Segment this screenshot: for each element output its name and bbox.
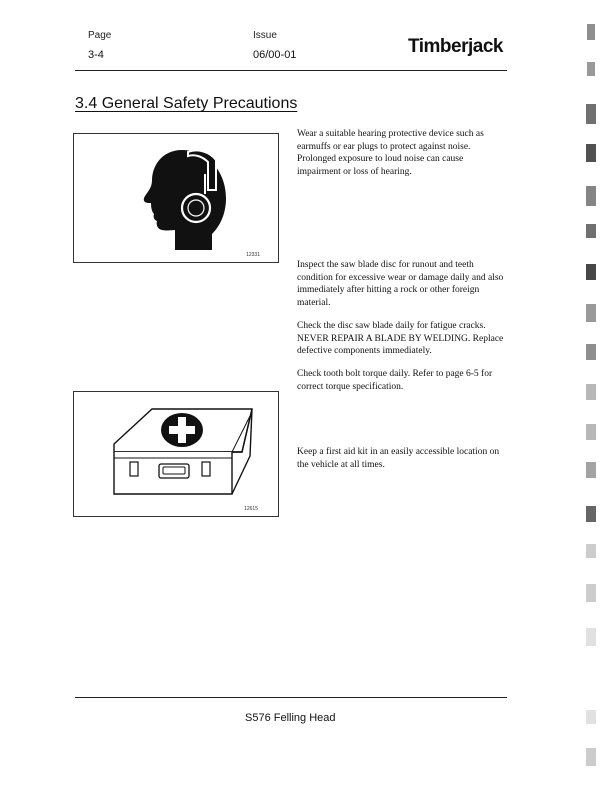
figure-number: 12615 [244,506,258,512]
paragraph-inspect-blade: Inspect the saw blade disc for runout and teeth condition for excessive wear or damage daily and also immediately after hitting a rock or other foreign material. [297,260,504,308]
paragraph-hearing: Wear a suitable hearing protective device such as earmuffs or ear plugs to protect against noise. Prolonged exposure to loud noise can cause impairment or loss of hearing. [297,129,484,177]
paragraph-fatigue-cracks: Check the disc saw blade daily for fatigue cracks. NEVER REPAIR A BLADE BY WELDING. Replace defective components immediately. [297,321,504,356]
scan-margin-artifacts [584,0,606,791]
figure-number: 12331 [246,252,260,258]
figure-first-aid-kit [73,391,279,517]
issue-date: 06/00-01 [253,49,297,61]
section-title: 3.4 General Safety Precautions [75,95,298,112]
figure-hearing-protection [73,133,279,263]
hearing-protection-icon [74,134,278,262]
header-rule [75,70,507,71]
brand-logo: Timberjack [408,36,503,57]
footer-rule [75,697,507,698]
page-number: 3-4 [88,49,104,61]
paragraph-first-aid: Keep a first aid kit in an easily accessible location on the vehicle at all times. [297,447,500,470]
footer-title: S576 Felling Head [245,712,336,724]
issue-label: Issue [253,30,277,41]
first-aid-kit-icon [74,392,278,516]
page-label: Page [88,30,112,41]
paragraph-torque: Check tooth bolt torque daily. Refer to page 6-5 for correct torque specification. [297,369,493,392]
